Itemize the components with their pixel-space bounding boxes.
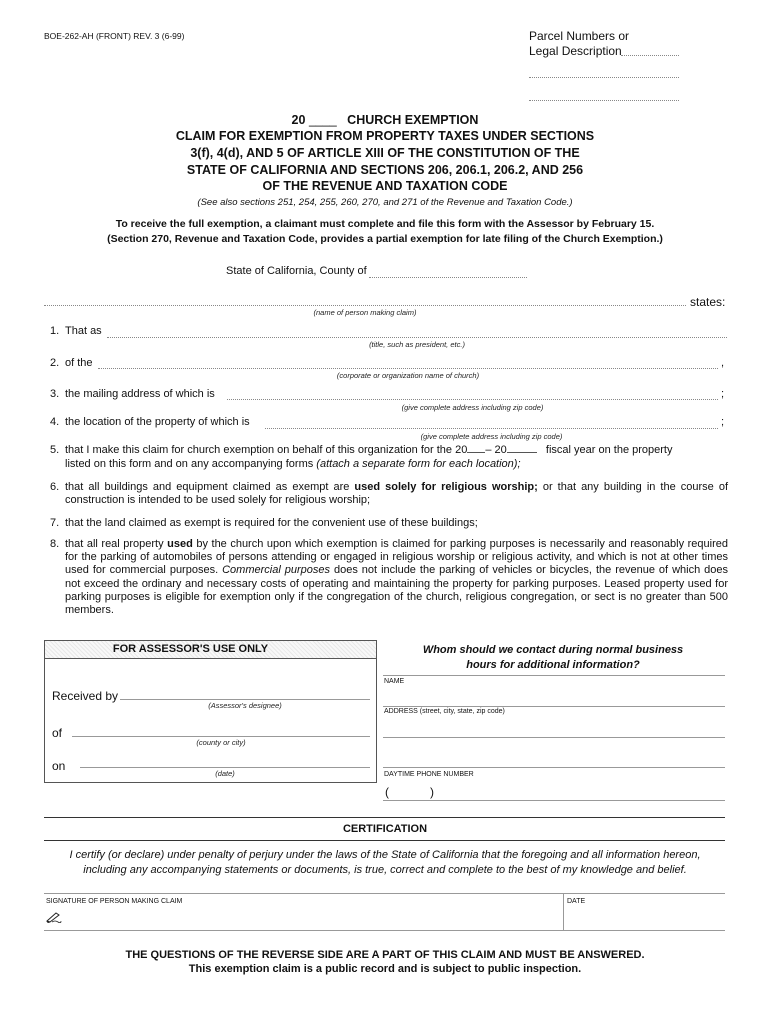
item-5-text-a: that I make this claim for church exemption on behalf of this organization for the 20 — [65, 444, 468, 456]
assessor-heading-bar — [45, 641, 376, 659]
item-4-label: the location of the property of which is — [65, 416, 250, 428]
contact-phone-label: DAYTIME PHONE NUMBER — [384, 771, 474, 778]
item-4-end: ; — [721, 416, 725, 428]
of-caption: (county or city) — [196, 738, 246, 747]
item-2-number: 2. — [50, 357, 60, 369]
item-5-number: 5. — [50, 444, 60, 456]
item-5-text-b: – 20 — [485, 444, 507, 456]
received-by-field[interactable] — [120, 699, 370, 700]
contact-name-label: NAME — [384, 678, 405, 685]
item-8 — [38, 538, 728, 617]
item-6-text-a: that all buildings and equipment claimed as exempt are — [65, 481, 355, 493]
footer-line-2: This exemption claim is a public record and is subject to public inspection. — [188, 963, 582, 975]
item-4-location-field[interactable] — [265, 428, 718, 429]
contact-top-rule — [383, 675, 725, 676]
item-1-label: That as — [65, 325, 102, 337]
item-3-number: 3. — [50, 388, 60, 400]
instruction-line-1: To receive the full exemption, a claimant must complete and file this form with the Assessor by February 15. — [115, 218, 655, 230]
item-5-year-2-field[interactable] — [507, 452, 537, 453]
county-field[interactable] — [369, 277, 527, 278]
item-1-caption: (title, such as president, etc.) — [369, 340, 465, 349]
item-8-text-a: that all real property — [65, 538, 168, 550]
received-by-label: Received by — [52, 689, 119, 703]
see-also-note: (See also sections 251, 254, 255, 260, 270, and 271 of the Revenue and Taxation Code.) — [197, 197, 573, 208]
item-3-label: the mailing address of which is — [65, 388, 215, 400]
form-code: BOE-262-AH (FRONT) REV. 3 (6-99) — [44, 31, 185, 41]
certification-top-rule — [44, 817, 725, 818]
parcel-line-2[interactable] — [529, 77, 679, 78]
contact-name-field[interactable] — [383, 706, 725, 707]
item-5-line1 — [65, 444, 735, 456]
signature-bottom-rule — [44, 930, 725, 931]
item-6-text-b: used solely for religious worship; — [354, 481, 538, 493]
item-8-text-b: used — [167, 538, 193, 550]
county-label: State of California, County of — [226, 265, 367, 277]
date-label: DATE — [567, 898, 586, 905]
item-8-number: 8. — [50, 538, 60, 550]
item-4-caption: (give complete address including zip code) — [420, 432, 563, 441]
title-line-4: STATE OF CALIFORNIA AND SECTIONS 206, 206.1, 206.2, AND 256 — [186, 163, 584, 177]
received-by-caption: (Assessor's designee) — [208, 701, 282, 710]
contact-phone-field[interactable] — [383, 800, 725, 801]
title-year-prefix: 20 — [291, 113, 306, 127]
of-field[interactable] — [72, 736, 370, 737]
of-label: of — [52, 726, 63, 740]
item-8-text-d: Commercial purposes — [222, 564, 331, 577]
states-label: states: — [690, 295, 726, 309]
title-line-3: 3(f), 4(d), AND 5 OF ARTICLE XIII OF THE CONSTITUTION OF THE — [190, 146, 580, 160]
on-caption: (date) — [215, 769, 235, 778]
item-2-end: , — [721, 357, 725, 369]
phone-paren-open: ( — [385, 785, 389, 799]
on-field[interactable] — [80, 767, 370, 768]
contact-address-field-1[interactable] — [383, 737, 725, 738]
item-7-text: that the land claimed as exempt is required for the convenient use of these buildings; — [65, 517, 478, 529]
item-1-title-field[interactable] — [107, 337, 727, 338]
item-1-number: 1. — [50, 325, 60, 337]
item-3-end: ; — [721, 388, 725, 400]
parcel-line-3[interactable] — [529, 100, 679, 101]
signature-label: SIGNATURE OF PERSON MAKING CLAIM — [46, 898, 183, 905]
phone-paren-close: ) — [430, 785, 434, 799]
item-6 — [38, 481, 728, 507]
assessor-heading: FOR ASSESSOR'S USE ONLY — [112, 643, 269, 655]
certification-heading: CERTIFICATION — [342, 823, 428, 835]
item-7-number: 7. — [50, 517, 60, 529]
certification-text-2: including any accompanying statements or documents, is true, correct and complete to the best of my knowledge and belief. — [83, 864, 687, 876]
certification-heading-rule — [44, 840, 725, 841]
item-8-text-e: does not include the parking of vehicles or bicycles, the revenue of which does not exceed the ordinary and necessary costs of operating and maintaining the property for parking purposes. Leased property used for parking purposes is eligible for exemption only if the congregation of the church, religious congregation, or sect is no greater than 500 members. — [65, 564, 729, 617]
parcel-label-line1: Parcel Numbers or — [529, 29, 630, 43]
item-6-text-c: or that any building in the course of construction is intended to be used solely for religious worship; — [65, 481, 728, 507]
contact-heading-1: Whom should we contact during normal business — [422, 644, 684, 656]
instruction-line-2: (Section 270, Revenue and Taxation Code, provides a partial exemption for late filing of the Church Exemption.) — [107, 233, 663, 245]
title-year-blank[interactable]: ____ — [308, 113, 337, 127]
contact-address-label: ADDRESS (street, city, state, zip code) — [384, 708, 505, 715]
item-3-caption: (give complete address including zip code) — [401, 403, 544, 412]
parcel-label-line2: Legal Description — [529, 44, 622, 58]
claimant-name-field[interactable] — [44, 305, 686, 306]
item-5-year-1-field[interactable] — [467, 452, 485, 453]
title-line-5: OF THE REVENUE AND TAXATION CODE — [262, 179, 508, 193]
item-6-number: 6. — [50, 481, 60, 493]
item-3-mailing-field[interactable] — [227, 399, 718, 400]
contact-heading-2: hours for additional information? — [466, 659, 640, 671]
item-4-number: 4. — [50, 416, 60, 428]
claimant-name-caption: (name of person making claim) — [313, 308, 417, 317]
signature-field[interactable] — [44, 894, 562, 930]
item-2-caption: (corporate or organization name of church) — [336, 371, 480, 380]
item-5-text-d: listed on this form and on any accompanying forms — [65, 458, 317, 470]
on-label: on — [52, 759, 66, 773]
footer-line-1: THE QUESTIONS OF THE REVERSE SIDE ARE A PART OF THIS CLAIM AND MUST BE ANSWERED. — [125, 949, 645, 961]
item-2-label: of the — [65, 357, 93, 369]
contact-address-field-2[interactable] — [383, 767, 725, 768]
title-main: CHURCH EXEMPTION — [347, 113, 479, 127]
date-field[interactable] — [564, 894, 725, 930]
item-8-text-c: by the church upon which exemption is claimed for parking purposes is necessarily and reasonably required for the parking of automobiles of persons attending or engaged in religious worship or religious activity, and which is not at other times used for commercial purposes. — [65, 538, 728, 577]
item-2-church-field[interactable] — [98, 368, 718, 369]
item-5-text-c: fiscal year on the property — [545, 444, 673, 456]
title-line-2: CLAIM FOR EXEMPTION FROM PROPERTY TAXES UNDER SECTIONS — [175, 129, 595, 143]
certification-text-1: I certify (or declare) under penalty of perjury under the laws of the State of California that the foregoing and all information hereon, — [69, 849, 701, 861]
parcel-line-1[interactable] — [621, 55, 679, 56]
item-5-line2 — [65, 458, 521, 470]
item-5-text-e: (attach a separate form for each location); — [316, 458, 521, 470]
assessor-box — [44, 640, 377, 783]
